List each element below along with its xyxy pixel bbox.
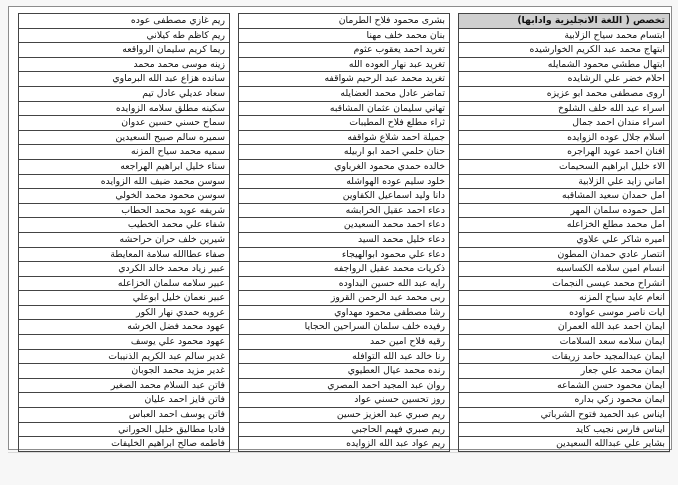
name-row: انعام عايد سياح المزنه <box>458 291 670 306</box>
name-row: رايه عبد الله حسين البداوده <box>238 277 450 292</box>
name-row: صفاء عطاالله سلامة المعايطة <box>18 248 230 263</box>
name-row: اميره شاكر علي علاوي <box>458 233 670 248</box>
name-row: سناء خليل ابراهيم الهراجعه <box>18 160 230 175</box>
name-row: ريم كاظم طه كيلاني <box>18 29 230 44</box>
name-row: دعاء علي محمود ابوالهيجاء <box>238 248 450 263</box>
name-row: اسراء عيد الله خلف الشلوخ <box>458 102 670 117</box>
name-row: تماضر عادل محمد العضايله <box>238 87 450 102</box>
name-column-2 <box>238 13 450 450</box>
name-row: فاطمه صالح ابراهيم الخليفات <box>18 437 230 452</box>
name-row: ابتهال مطشي محمود الشمايله <box>458 58 670 73</box>
name-row: دعاء احمد محمد السعيدين <box>238 218 450 233</box>
name-row: سميه محمد سياح المزنه <box>18 145 230 160</box>
name-row: اماني زايد علي الزلابية <box>458 175 670 190</box>
name-row: عبير زياد محمد خالد الكردي <box>18 262 230 277</box>
name-row: ايناس عبد الحميد فتوح الشرباتي <box>458 408 670 423</box>
name-row: زينه موسى محمد محمد <box>18 58 230 73</box>
name-row: تغريد محمد عبد الرحيم شواقفه <box>238 72 450 87</box>
name-row: امل حمدان سعيد المشاقبه <box>458 189 670 204</box>
name-row: بشرى محمود فلاح الطرمان <box>238 14 450 29</box>
name-row: سكينه مطلق سلامه الزوايده <box>18 102 230 117</box>
name-row: امل محمد مطلع الخزاعله <box>458 218 670 233</box>
name-row: رنده محمد عيال العطيوي <box>238 364 450 379</box>
name-row: احلام خضر علي الرشايده <box>458 72 670 87</box>
name-row: ابتسام محمد سياح الزلابية <box>458 29 670 44</box>
name-row: ايمان محمود زكي بداره <box>458 393 670 408</box>
name-row: سميره سالم صبيح السعيدين <box>18 131 230 146</box>
name-row: تغريد عبد نهار العوده الله <box>238 58 450 73</box>
name-row: ابتهاج محمد عبد الكريم الخوارشيده <box>458 43 670 58</box>
name-row: اسراء مندان احمد جمال <box>458 116 670 131</box>
name-row: سوسن محمود محمد الخولي <box>18 189 230 204</box>
document-sheet <box>8 6 672 450</box>
name-row: اسلام جلال عوده الزوايده <box>458 131 670 146</box>
name-row: حنان حلمي احمد ابو اربيله <box>238 145 450 160</box>
name-row: انتصار عادي حمدان المطون <box>458 248 670 263</box>
name-row: ايمان محمود حسن الشماعه <box>458 379 670 394</box>
name-row: ربى محمد عبد الرحمن القروز <box>238 291 450 306</box>
name-row: دعاء احمد عقيل الخرابشه <box>238 204 450 219</box>
name-row: خلود سليم عوده الهواشله <box>238 175 450 190</box>
name-column-3 <box>18 13 230 450</box>
page-divider <box>8 452 670 453</box>
name-row: فاديا مطاليق خليل الحوراني <box>18 423 230 438</box>
name-row: انسام امين سلامه الكساسبه <box>458 262 670 277</box>
name-row: تغريد احمد يعقوب عثوم <box>238 43 450 58</box>
name-row: افنان احمد عويد الهراجره <box>458 145 670 160</box>
name-row: رقيه فلاح امين حمد <box>238 335 450 350</box>
name-row: ثراء مطلع فلاح المطيبات <box>238 116 450 131</box>
name-row: سعاد عديلي عادل تيم <box>18 87 230 102</box>
name-row: سانده هزاع عبد الله البرماوي <box>18 72 230 87</box>
name-row: عروبه حمدي نهار الكور <box>18 306 230 321</box>
name-row: انشراح محمد عيسى النجمات <box>458 277 670 292</box>
name-row: بنان محمد خلف مهنا <box>238 29 450 44</box>
name-row: فاتن يوسف احمد العباس <box>18 408 230 423</box>
name-row: اروى مصطفى محمد ابو عزيزه <box>458 87 670 102</box>
name-row: شريفه عويد محمد الحطاب <box>18 204 230 219</box>
name-row: عبير نعمان خليل ابوعلي <box>18 291 230 306</box>
name-row: ايمان سلامه سعد السلامات <box>458 335 670 350</box>
name-row: سماح حسني حسين عدوان <box>18 116 230 131</box>
name-row: خالده حمدي محمود الغرباوي <box>238 160 450 175</box>
name-column-1 <box>458 13 670 450</box>
name-row: ريم صبري عبد العزيز حسين <box>238 408 450 423</box>
name-row: شفاء علي محمد الخطيب <box>18 218 230 233</box>
name-row: جميلة احمد شلاع شواقفه <box>238 131 450 146</box>
name-row: ايمان محمد علي جعار <box>458 364 670 379</box>
name-row: ريم غازي مصطفى عوده <box>18 14 230 29</box>
name-row: ذكريات محمد عقيل الرواجفه <box>238 262 450 277</box>
name-row: عهود محمود علي يوسف <box>18 335 230 350</box>
name-row: فاتن عبد السلام محمد الصغير <box>18 379 230 394</box>
name-row: شيرين خلف حران حراحشه <box>18 233 230 248</box>
name-row: ريم صبري فهيم الحاجبي <box>238 423 450 438</box>
name-row: عبير سلامه سلمان الخزاعله <box>18 277 230 292</box>
name-row: غدير مزيد محمد الجوبان <box>18 364 230 379</box>
name-row: ايمان احمد عبد الله العمران <box>458 320 670 335</box>
name-row: امل حموده سلمان المهر <box>458 204 670 219</box>
name-row: سوسن محمد ضيف الله الزوايده <box>18 175 230 190</box>
name-row: الاء خليل ابراهيم السحيمات <box>458 160 670 175</box>
name-row: روز تحسين حسني عواد <box>238 393 450 408</box>
name-row: عهود محمد فضل الخرشه <box>18 320 230 335</box>
name-row: رنا خالد عبد الله التوافله <box>238 350 450 365</box>
name-row: ايمان عبدالمجيد حامد زريقات <box>458 350 670 365</box>
name-row: تهاني سليمان عثمان المشاقبه <box>238 102 450 117</box>
name-row: ريما كريم سليمان الرواقعه <box>18 43 230 58</box>
name-row: ريم عواد عبد الله الزوايده <box>238 437 450 452</box>
name-row: دعاء خليل محمد السيد <box>238 233 450 248</box>
name-row: ايناس فارس نجيب كايد <box>458 423 670 438</box>
name-row: رشا مصطفى محمود مهداوي <box>238 306 450 321</box>
name-row: غدير سالم عبد الكريم الذنيبات <box>18 350 230 365</box>
name-row: بشاير علي عبدالله السعيدين <box>458 437 670 452</box>
name-row: رفيده خلف سلمان السراحين الحجايا <box>238 320 450 335</box>
name-row: روان عبد المجيد احمد المصري <box>238 379 450 394</box>
name-row: ايات ناصر موسى عواوده <box>458 306 670 321</box>
name-row: فاتن فايز احمد عليان <box>18 393 230 408</box>
name-row: دانا وليد اسماعيل الكفاوين <box>238 189 450 204</box>
specialization-header: تخصص ( اللغة الانجليزية وادابها) <box>458 14 670 29</box>
